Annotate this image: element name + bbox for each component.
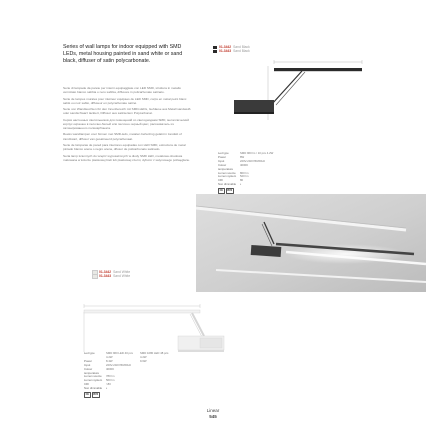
spec-value: 800 lm — [240, 170, 249, 175]
spec-row — [84, 387, 174, 391]
certification-badges — [84, 392, 174, 398]
spec-key: Colour temperature — [218, 162, 234, 171]
intro-paragraph: Série de lampes murales pour intérieur équipées de LED SMD, corps en métal peint blanc sablé ou noir sablé, diffuseur en polycarbonate satiné. — [63, 96, 187, 105]
dimmer-icon: ◐ — [240, 182, 242, 187]
product-finish: Sand White — [113, 270, 131, 274]
spec-key: Power — [218, 154, 226, 159]
spec-value: 560 lm — [106, 378, 115, 383]
product-code-row — [93, 274, 130, 278]
spec-key: Lumen system — [218, 174, 237, 179]
spec-value: 220V-240V/50/60Hz — [106, 362, 132, 367]
spec-key: Input — [84, 362, 91, 367]
spec-value: 9.6W — [140, 358, 147, 363]
bottom-product-specs — [84, 352, 174, 398]
finish-swatch — [93, 271, 97, 274]
spec-key: Colour temperature — [84, 366, 100, 375]
black-lamp-drawing — [210, 58, 370, 138]
spec-key: CRI — [84, 382, 89, 387]
series-name: Linear — [206, 408, 220, 413]
spec-key: CRI — [218, 178, 223, 183]
ce-mark-icon: CE — [85, 393, 89, 397]
intro-paragraph: Serie de lámparas de pared para interiores equipadas con LED SMD, estructura de metal pintado blanco arena o negro arena, difusor de policarbonato satinado. — [63, 142, 186, 152]
intro-paragraph: Serie von Wandleuchten für den Innenbereich mit SMD-LEDs, Gehäuse aus Metall sandweiß oder sandschwarz lackiert, Diffusor aus satiniertem Polycarbonat. — [63, 107, 191, 116]
product-finish: Sand Black — [233, 45, 250, 49]
intro-paragraph: Reeks wandlampen voor binnen met SMD-leds, metalen behuizing gelakt in zandwit of zandzwart, diffusor van gesatineerd polycarbonaat. — [63, 132, 182, 141]
spec-key: Input — [218, 158, 225, 163]
spec-value: 4000K — [106, 366, 115, 371]
spec-value: 780 lm — [106, 374, 115, 379]
ce-mark-icon: CE — [219, 189, 223, 193]
spec-value: SMD 960 LED 40 pcs 4.2W — [106, 351, 133, 359]
spec-key: Lumen source — [218, 170, 236, 175]
finish-swatch — [213, 50, 217, 53]
spec-value: SMD 960 lm / 10 pcs 4.2W — [240, 151, 274, 155]
spec-key: Led type — [218, 151, 229, 155]
spec-key: Led type — [84, 351, 95, 355]
product-code: 01-3443 — [219, 49, 232, 54]
product-finish: Sand White — [113, 274, 131, 279]
ip-rating-badge: IP20 — [93, 393, 99, 397]
spec-key: Power — [84, 358, 92, 363]
ambient-photo — [196, 194, 426, 292]
spec-value: SMD 1080 LED 48 pcs 4.2W — [140, 351, 169, 359]
spec-value: 8.4W — [106, 358, 113, 363]
spec-key: Non dimmable — [84, 386, 103, 391]
product-code-row — [213, 49, 250, 53]
spec-value: 4000K — [240, 162, 249, 167]
intro-lead: Series of wall lamps for indoor equipped with SMD LEDs, metal housing painted in sand white or sand black, diffuser of satin polycarbonate. — [63, 44, 183, 65]
finish-swatch — [93, 275, 97, 278]
page-number: 545 — [209, 414, 217, 419]
spec-value: 80 — [240, 178, 244, 183]
bottom-product-codes — [93, 270, 130, 279]
spec-key: Lumen source — [84, 374, 102, 379]
product-code: 01-3443 — [99, 274, 112, 279]
intro-paragraph: Серия настенных светильников для помещений со светодиодами SMD, металлический корпус окрашен в песочно-белый или песочно-черный цвет, рассеиватель из сатинированного поликарбоната. — [63, 117, 189, 130]
product-code: 01-3442 — [219, 45, 232, 49]
intro-paragraph: Seria lamp ściennych do wnętrz wyposażonych w diody SMD LED, metalowa obudowa malowana w kolorze piaskowej bieli lub piaskowej czerni, dyfuzor z satynowego poliwęglanu. — [63, 153, 191, 162]
intro-body — [63, 86, 191, 164]
spec-key: Non dimmable — [218, 182, 237, 187]
ip-rating-badge: IP20 — [227, 189, 233, 193]
product-code: 01-3442 — [99, 270, 112, 274]
dimmer-icon: ◐ — [106, 386, 108, 391]
spec-value: >80 — [106, 382, 111, 387]
spec-row — [218, 183, 274, 187]
spec-row — [84, 352, 174, 360]
top-product-codes — [213, 45, 250, 54]
spec-value: 8W — [240, 154, 245, 159]
intro-paragraph: Serie di lampade da parete per interni equipaggiate con LED SMD, struttura in metallo verniciato bianco sabbia o nero sabbia, diffusore in policarbonato satinato. — [63, 86, 181, 95]
finish-swatch — [213, 46, 217, 49]
spec-value: 220V-240V/50/60Hz — [240, 158, 266, 163]
spec-value: 520 lm — [240, 174, 249, 179]
product-finish: Sand Black — [233, 49, 250, 54]
spec-key: Lumen system — [84, 378, 103, 383]
top-product-specs — [218, 152, 274, 194]
